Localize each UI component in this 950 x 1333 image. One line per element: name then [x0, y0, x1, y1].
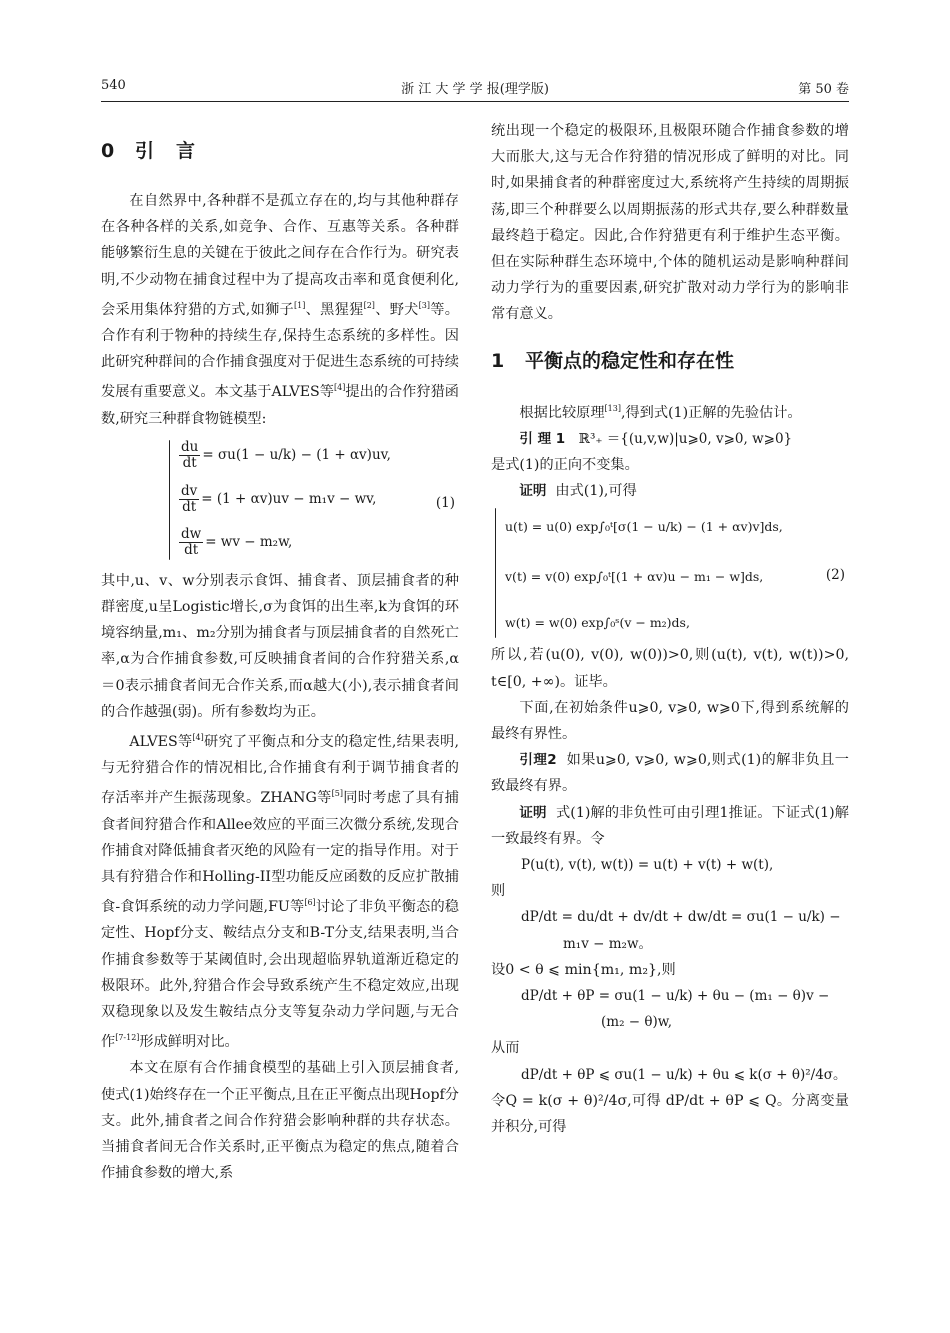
equation-4b: m₁v − m₂w。 — [563, 935, 653, 952]
proof-2: 证明 式(1)解的非负性可由引理1推证。下证式(1)解一致最终有界。令 — [491, 804, 849, 847]
section-0-heading: 0 引言 — [101, 140, 218, 162]
equation-1-number: (1) — [435, 494, 455, 511]
thus-label: 从而 — [491, 1040, 520, 1057]
intro-paragraph-3: ALVES等[4]研究了平衡点和分支的稳定性,结果表明,与无狩猎合作的情况相比,合作捕食有利于调节捕食者的存活率并产生振荡现象。ZHANG等[5]同时考虑了具有捕食者间狩猎合作和Allee效应的平面三次微分系统,发现合作捕食对降低捕食者灭绝的风险有一定的指导作用。对于具有狩猎合作和Holling-II型功能反应函数的反应扩散捕食-食饵系统的动力学问题,FU等[6]讨论了非负平衡态的稳定性、Hopf分支、鞍结点分支和B-T分支,结果表明,当合作捕食参数等于某阈值时,会出现超临界轨道渐近稳定的极限环。此外,狩猎合作会导致系统产生不稳定效应,出现双稳现象以及发生鞍结点分支等复杂动力学问题,与无合作[7-12]形成鲜明对比。 — [101, 733, 459, 1051]
equation-3: P(u(t), v(t), w(t)) = u(t) + v(t) + w(t), — [521, 857, 774, 874]
prior-estimate-text: 根据比较原理[13],得到式(1)正解的先验估计。 — [519, 403, 802, 421]
equation-brace — [169, 440, 170, 560]
intro-paragraph-2: 其中,u、v、w分别表示食饵、捕食者、顶层捕食者的种群密度,u呈Logistic增长,σ为食饵的出生率,k为食饵的环境容纳量,m₁、m₂分别为捕食者与顶层捕食者的自然死亡率,α为合作捕食参数,可反映捕食者间的合作狩猎关系,α＝0表示捕食者间无合作关系,而α越大(小),表示捕食者间的合作越强(弱)。所有参数均为正。 — [101, 572, 459, 720]
boundedness-intro: 下面,在初始条件u⩾0, v⩾0, w⩾0下,得到系统解的最终有界性。 — [491, 699, 849, 743]
lemma-1-tail: 是式(1)的正向不变集。 — [491, 457, 639, 474]
lemma-2: 引理2 如果u⩾0, v⩾0, w⩾0,则式(1)的解非负且一致最终有界。 — [491, 752, 849, 795]
section-1-heading: 1 平衡点的稳定性和存在性 — [491, 349, 735, 372]
journal-name: 浙 江 大 学 学 报(理学版) — [401, 82, 549, 97]
header-rule — [101, 101, 849, 102]
volume-label: 第 50 卷 — [798, 82, 849, 97]
lemma-1: 引 理 1 ℝ³₊ ＝{(u,v,w)|u⩾0, v⩾0, w⩾0} — [519, 430, 793, 447]
equation-2-brace — [495, 508, 496, 638]
equation-5a: dP/dt + θP = σu(1 − u/k) + θu − (m₁ − θ)v − — [521, 988, 830, 1005]
intro-paragraph-5: 统出现一个稳定的极限环,且极限环随合作捕食参数的增大而胀大,这与无合作狩猎的情况形成了鲜明的对比。同时,如果捕食者的种群密度过大,系统将产生持续的周期振荡,即三个种群要么以周期振荡的形式共存,要么种群数量最终趋于稳定。因此,合作狩猎更有利于维护生态平衡。但在实际种群生态环境中,个体的随机运动是影响种群间动力学行为的重要因素,研究扩散对动力学行为的影响非常有意义。 — [491, 123, 849, 323]
positivity-conclusion: 所以,若(u(0), v(0), w(0))>0,则(u(t), v(t), w(t))>0, t∈[0, +∞)。证毕。 — [491, 647, 849, 690]
equation-2-number: (2) — [825, 567, 845, 584]
equation-6: dP/dt + θP ⩽ σu(1 − u/k) + θu ⩽ k(σ + θ)²/4σ。 — [521, 1066, 847, 1083]
intro-paragraph-1: 在自然界中,各种群不是孤立存在的,均与其他种群存在各种各样的关系,如竞争、合作、互惠等关系。各种群能够繁衍生息的关键在于彼此之间存在合作行为。研究表明,不少动物在捕食过程中为了提高攻击率和觅食便利化,会采用集体狩猎的方式,如狮子[1]、黑猩猩[2]、野犬[3]等。合作有利于物种的持续生存,保持生态系统的多样性。因此研究种群间的合作捕食强度对于促进生态系统的可持续发展有重要意义。本文基于ALVES等[4]提出的合作狩猎函数,研究三种群食物链模型: — [101, 193, 459, 427]
page-number: 540 — [101, 78, 126, 93]
equation-4a: dP/dt = du/dt + dv/dt + dw/dt = σu(1 − u/k) − — [521, 909, 841, 926]
theta-assumption: 设0 < θ ⩽ min{m₁, m₂},则 — [491, 961, 676, 978]
proof-1: 证明 由式(1),可得 — [519, 483, 637, 500]
equation-2: u(t) = u(0) exp∫₀ᵗ[σ(1 − u/k) − (1 + αv)v]ds, v(t) = v(0) exp∫₀ᵗ[(1 + αv)u − m₁ − w]ds, w(t) = w(0) exp∫₀ˢ(v − m₂)ds, (2) — [491, 504, 849, 642]
left-column — [101, 118, 459, 1187]
q-definition: 令Q = k(σ + θ)²/4σ,可得 dP/dt + θP ⩽ Q。分离变量并积分,可得 — [491, 1092, 849, 1136]
equation-5b: (m₂ − θ)w, — [601, 1014, 673, 1031]
equation-1: $\frac{du}{dt}$ = σu(1 − u/k) − (1 + αv)uv, $\frac{dv}{dt}$ = (1 + αv)uv − m₁v − wv, $\frac{dw}{dt}$ = wv − m₂w, (1) — [101, 434, 459, 566]
intro-paragraph-4: 本文在原有合作捕食模型的基础上引入顶层捕食者,使式(1)始终存在一个正平衡点,且在正平衡点出现Hopf分支。此外,捕食者之间合作狩猎会影响种群的共存状态。当捕食者间无合作关系时,正平衡点为稳定的焦点,随着合作捕食参数的增大,系 — [101, 1060, 459, 1182]
running-header — [101, 78, 849, 100]
right-column — [491, 118, 849, 1140]
then-label: 则 — [491, 883, 506, 900]
